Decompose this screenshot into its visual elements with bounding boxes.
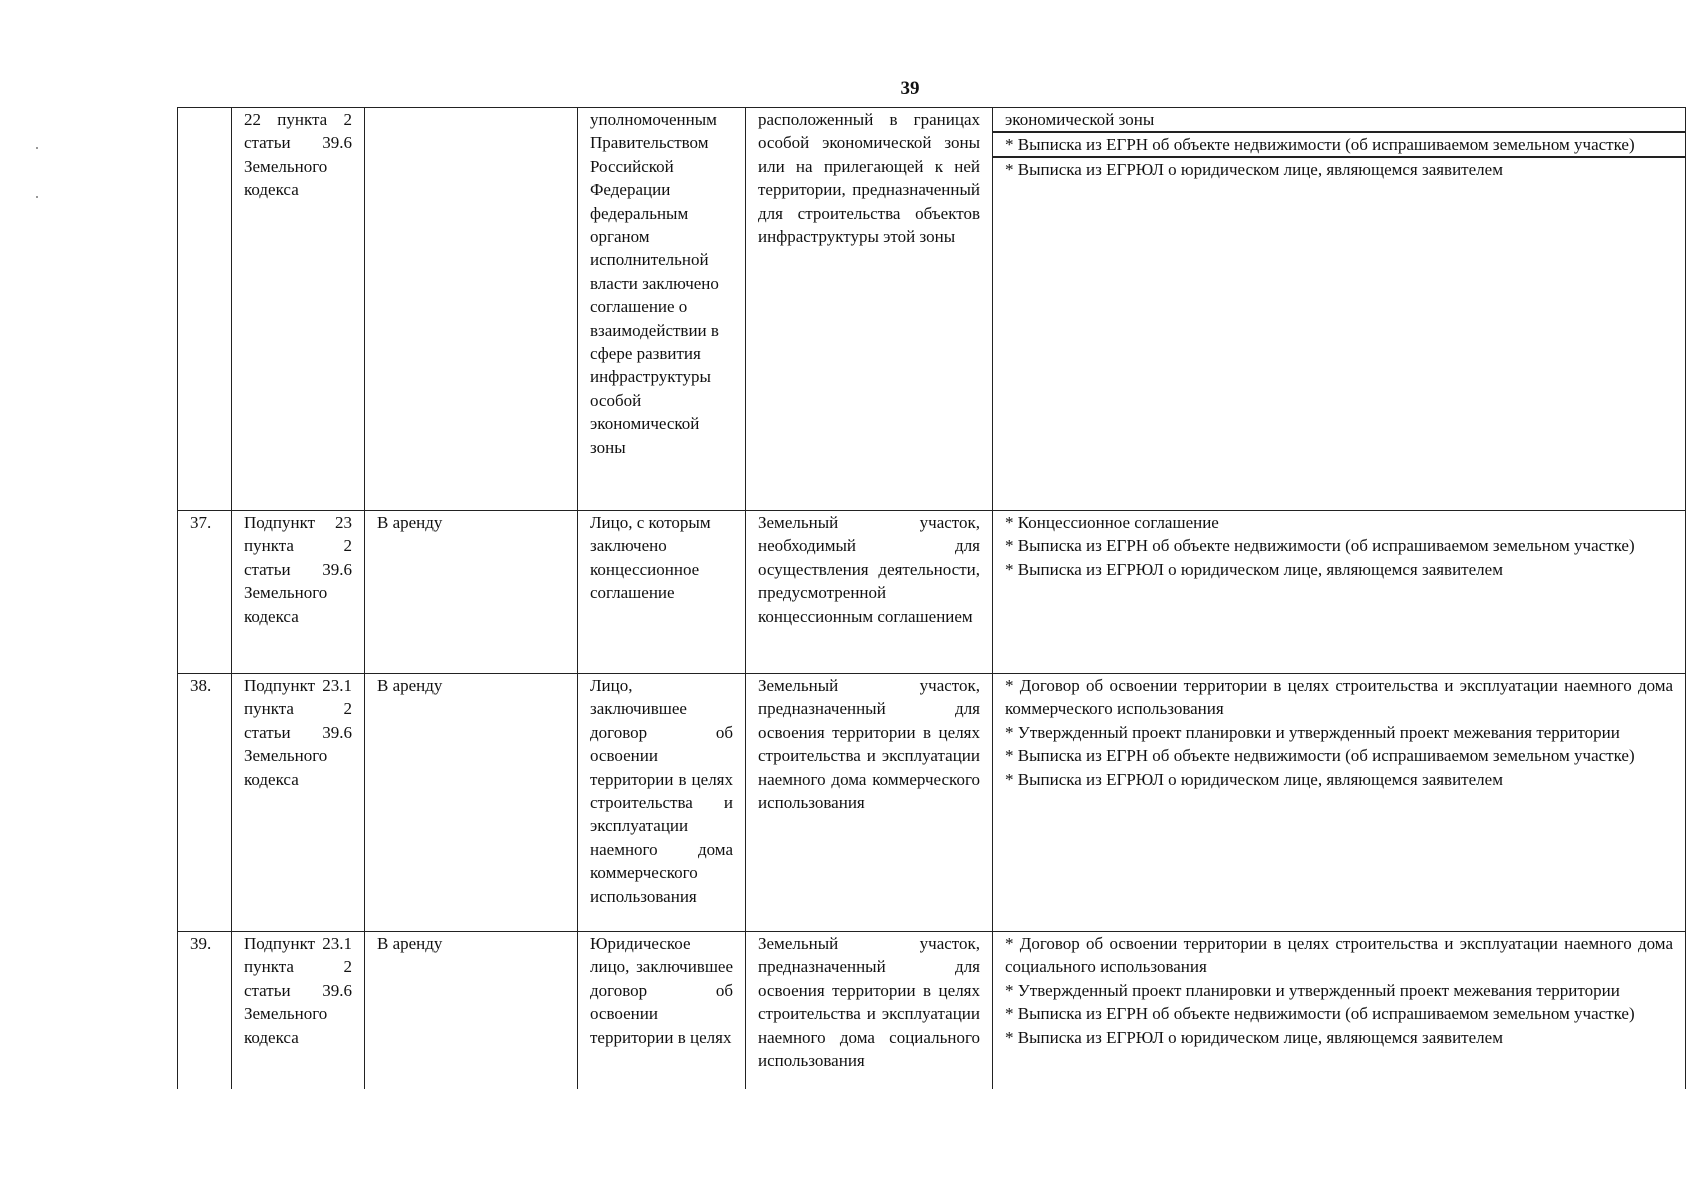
document-item: * Договор об освоении территории в целях строительства и эксплуатации наемного дома социального использования [1005,934,1673,977]
document-item: * Утвержденный проект планировки и утвержденный проект межевания территории [1005,722,1620,742]
document-item: * Выписка из ЕГРЮЛ о юридическом лице, являющемся заявителем [1005,1027,1503,1047]
row-number: 37. [178,511,232,674]
land-plot-cell: Земельный участок, предназначенный для освоения территории в целях строительства и эксплуатации наемного дома социального использования [746,932,993,1089]
document-item: * Выписка из ЕГРН об объекте недвижимости (об испрашиваемом земельном участке) [1005,134,1635,154]
documents-table [177,107,1686,1089]
document-item: * Выписка из ЕГРН об объекте недвижимости (об испрашиваемом земельном участке) [1005,746,1635,766]
document-item: * Выписка из ЕГРЮЛ о юридическом лице, являющемся заявителем [1005,159,1503,179]
document-item: * Выписка из ЕГРН об объекте недвижимости (об испрашиваемом земельном участке) [1005,1004,1635,1024]
provision-type-cell: В аренду [365,511,578,674]
row-number [178,108,232,511]
applicant-cell: Юридическое лицо, заключившее договор об освоении территории в целях [578,932,746,1089]
row-number: 39. [178,932,232,1089]
document-item: * Выписка из ЕГРЮЛ о юридическом лице, являющемся заявителем [1005,559,1503,579]
legal-basis-cell: Подпункт 23 пункта 2 статьи 39.6 Земельного кодекса [232,511,365,674]
document-item: * Выписка из ЕГРН об объекте недвижимости (об испрашиваемом земельном участке) [1005,536,1635,556]
document-item: * Концессионное соглашение [1005,513,1219,532]
margin-mark [36,147,38,149]
row-number: 38. [178,674,232,932]
margin-mark [36,196,38,198]
table-row [178,674,1686,932]
land-plot-cell: расположенный в границах особой экономической зоны или на прилегающей к ней территории, предназначенный для строительства объектов инфраструктуры этой зоны [746,108,993,511]
document-item: * Выписка из ЕГРЮЛ о юридическом лице, являющемся заявителем [1005,769,1503,789]
applicant-cell: Лицо, заключившее договор об освоении территории в целях строительства и эксплуатации наемного дома коммерческого использования [578,674,746,932]
documents-cell [993,674,1686,932]
table-row [178,932,1686,1089]
table-row [178,511,1686,674]
provision-type-cell [365,108,578,511]
table-row [178,108,1686,511]
document-item: * Договор об освоении территории в целях строительства и эксплуатации наемного дома коммерческого использования [1005,676,1673,719]
page-number: 39 [900,78,920,99]
provision-type-cell: В аренду [365,932,578,1089]
land-plot-cell: Земельный участок, необходимый для осуществления деятельности, предусмотренной концессионным соглашением [746,511,993,674]
documents-cell [993,932,1686,1089]
document-item: * Утвержденный проект планировки и утвержденный проект межевания территории [1005,980,1620,1000]
documents-cell [993,108,1686,511]
provision-type-cell: В аренду [365,674,578,932]
applicant-cell: Лицо, с которым заключено концессионное соглашение [578,511,746,674]
legal-basis-cell: Подпункт 23.1 пункта 2 статьи 39.6 Земельного кодекса [232,932,365,1089]
applicant-cell: уполномоченным Правительством Российской Федерации федеральным органом исполнительной власти заключено соглашение о взаимодействии в сфере развития инфраструктуры особой экономической зоны [578,108,746,511]
document-item: экономической зоны [1005,110,1155,129]
legal-basis-cell: Подпункт 23.1 пункта 2 статьи 39.6 Земельного кодекса [232,674,365,932]
legal-basis-cell: 22 пункта 2 статьи 39.6 Земельного кодекса [232,108,365,511]
land-plot-cell: Земельный участок, предназначенный для освоения территории в целях строительства и эксплуатации наемного дома коммерческого использования [746,674,993,932]
documents-cell [993,511,1686,674]
